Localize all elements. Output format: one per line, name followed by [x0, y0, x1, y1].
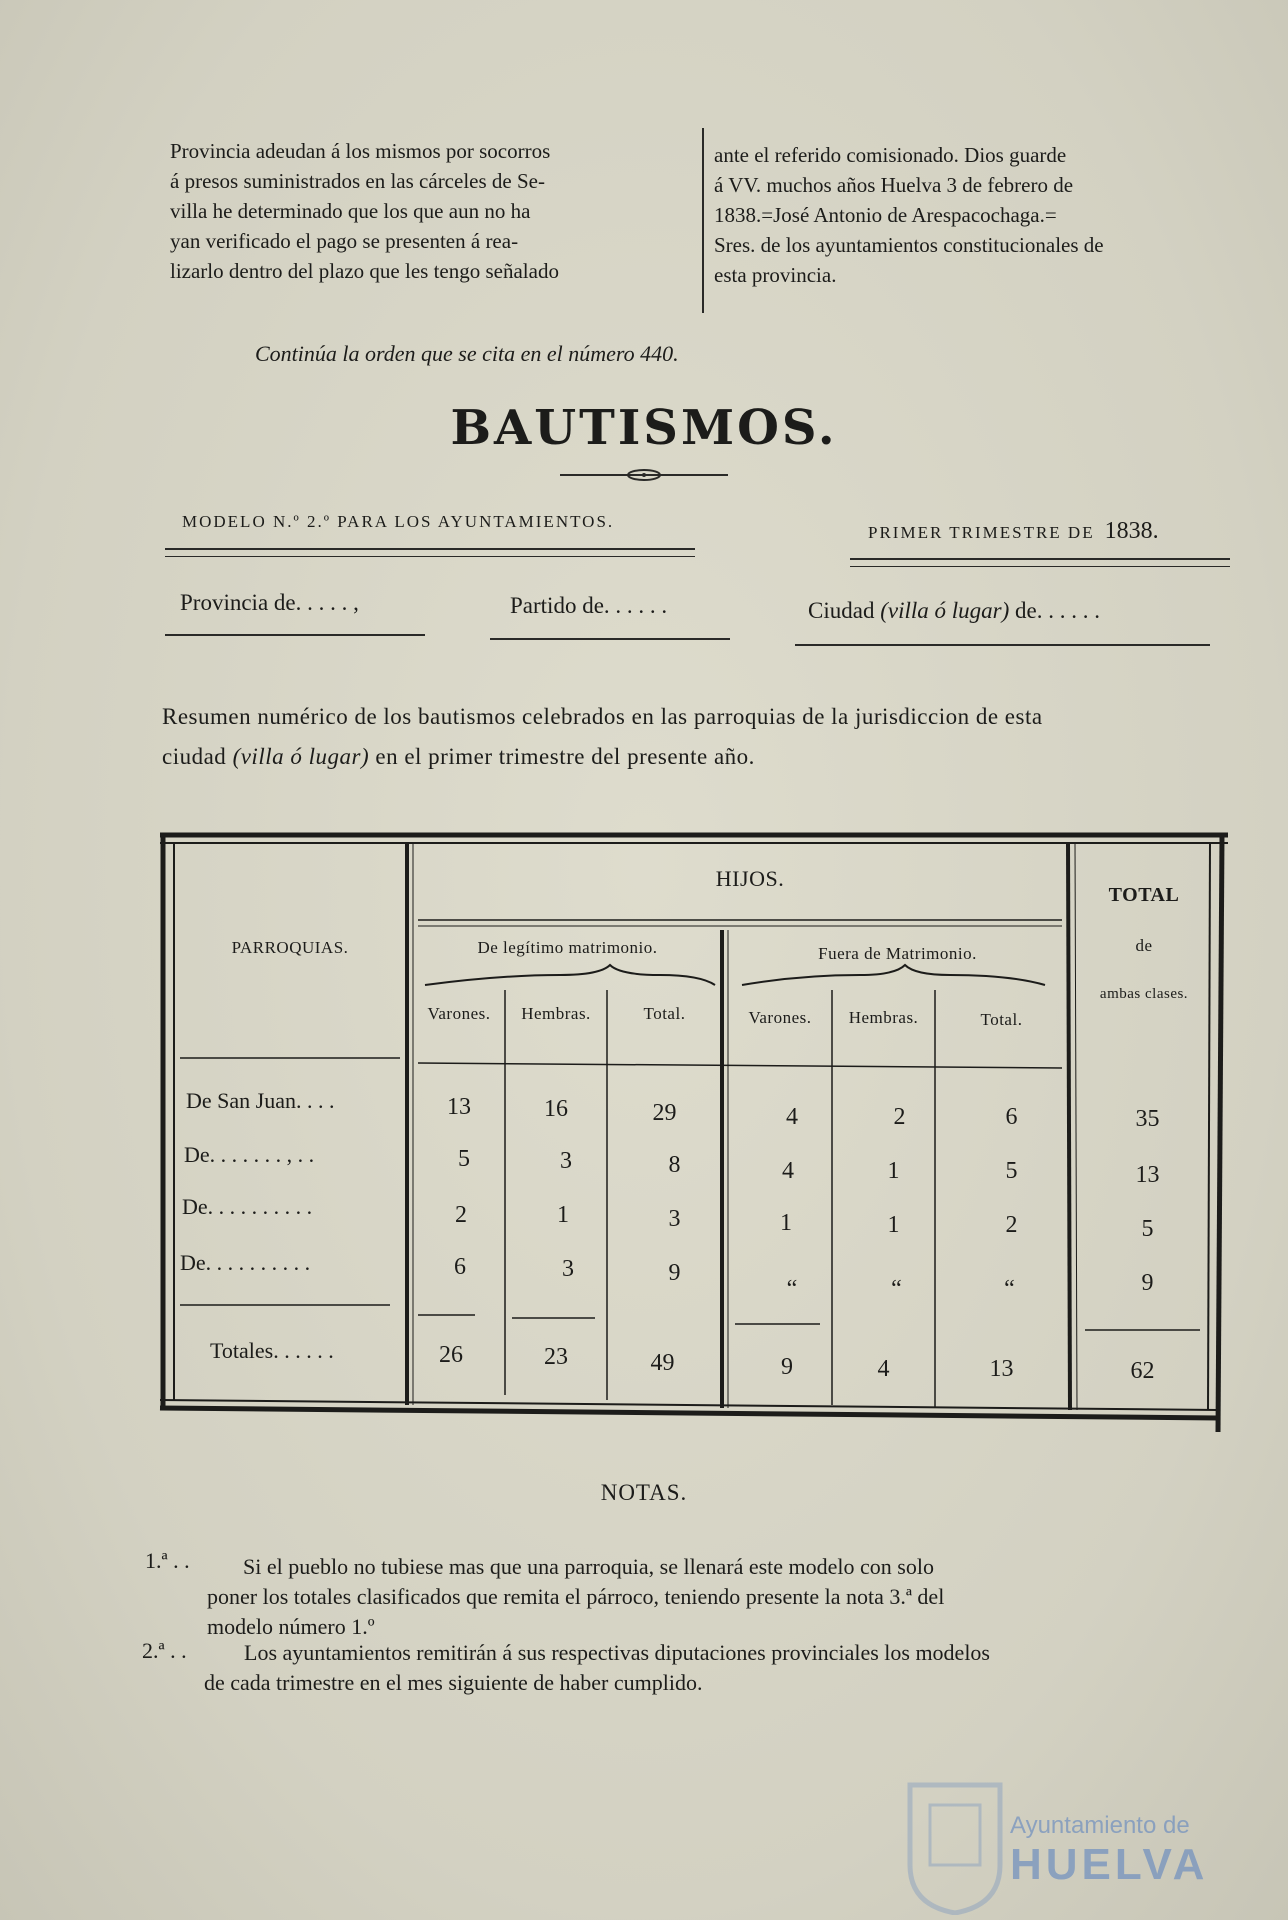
header-total-3: ambas clases.	[1099, 986, 1189, 1002]
text-line: villa he determinado que los que aun no ha	[170, 199, 531, 223]
ciudad-de: de. . . . . .	[1015, 598, 1100, 623]
cell-hembras-fuera: 1	[887, 1212, 900, 1238]
text-line: á VV. muchos años Huelva 3 de febrero de	[714, 173, 1074, 197]
header-parroquias: PARROQUIAS.	[231, 938, 349, 957]
cell-total-legitimo: 29	[652, 1100, 677, 1126]
page-title: BAUTISMOS.	[450, 400, 838, 456]
cell-varones-legitimo: 13	[447, 1094, 471, 1120]
cell-hembras-legitimo: 3	[560, 1148, 572, 1174]
modelo-label: MODELO N.º 2.º PARA LOS AYUNTAMIENTOS.	[182, 512, 615, 531]
cell-total-fuera: 5	[1005, 1158, 1018, 1184]
watermark-line-1: Ayuntamiento de	[1010, 1812, 1190, 1839]
header-legitimo: De legítimo matrimonio.	[477, 938, 658, 957]
cell-varones-legitimo: 5	[458, 1146, 470, 1172]
header-hijos: HIJOS.	[715, 866, 785, 891]
cell-total-ambas: 5	[1141, 1216, 1154, 1242]
header-total-1: TOTAL	[1108, 884, 1180, 906]
note-1-number: 1.ª . .	[145, 1548, 190, 1573]
text-line: 1838.=José Antonio de Arespacochaga.=	[714, 203, 1057, 227]
row-parish-name: De. . . . . . . , . .	[184, 1142, 315, 1167]
note-1-line-2: poner los totales clasificados que remita el párroco, teniendo presente la nota 3.ª del	[207, 1584, 945, 1609]
header-total-2: de	[1135, 936, 1153, 955]
text-line: á presos suministrados en las cárceles de Se-	[170, 169, 545, 193]
summary-rest: en el primer trimestre del presente año.	[375, 744, 755, 769]
cell-varones-legitimo: 2	[455, 1202, 467, 1228]
cell-varones-legitimo: 6	[454, 1254, 466, 1280]
note-2-line-1: Los ayuntamientos remitirán á sus respectivas diputaciones provinciales los modelos	[244, 1640, 990, 1665]
total-varones-fuera: 9	[781, 1354, 793, 1380]
totals-label: Totales. . . . . .	[210, 1338, 334, 1363]
text-line: yan verificado el pago se presenten á rea-	[170, 229, 519, 253]
cell-varones-fuera: 1	[780, 1210, 792, 1236]
cell-hembras-legitimo: 3	[562, 1256, 574, 1282]
text-line: ante el referido comisionado. Dios guarde	[714, 143, 1067, 167]
col-total-fuera: Total.	[980, 1010, 1023, 1029]
ciudad-villa: (villa ó lugar)	[880, 598, 1010, 623]
cell-varones-fuera: 4	[786, 1104, 798, 1130]
cell-total-fuera: 6	[1005, 1104, 1018, 1130]
header-fuera: Fuera de Matrimonio.	[818, 944, 977, 963]
total-total-fuera: 13	[989, 1356, 1014, 1382]
total-hembras-fuera: 4	[877, 1356, 890, 1382]
trimestre-label: PRIMER TRIMESTRE DE	[868, 523, 1095, 542]
col-varones-fuera: Varones.	[748, 1008, 812, 1027]
summary-ciudad: ciudad	[162, 744, 227, 769]
cell-varones-fuera: 4	[782, 1158, 794, 1184]
row-parish-name: De. . . . . . . . . .	[180, 1250, 311, 1275]
text-line: Sres. de los ayuntamientos constitucionales de	[714, 233, 1104, 257]
col-hembras-fuera: Hembras.	[848, 1008, 919, 1027]
row-parish-name: De. . . . . . . . . .	[182, 1194, 313, 1219]
note-2-number: 2.ª . .	[142, 1638, 187, 1663]
text-line: lizarlo dentro del plazo que les tengo señalado	[170, 259, 559, 283]
cell-hembras-legitimo: 16	[544, 1096, 568, 1122]
row-parish-name: De San Juan. . . .	[186, 1088, 335, 1113]
col-total-legitimo: Total.	[643, 1004, 686, 1023]
note-1-line-1: Si el pueblo no tubiese mas que una parroquia, se llenará este modelo con solo	[243, 1554, 934, 1579]
cell-varones-fuera: “	[786, 1276, 798, 1302]
partido-field: Partido de. . . . . .	[510, 593, 668, 618]
summary-line-1: Resumen numérico de los bautismos celebrados en las parroquias de la jurisdiccion de esta	[162, 704, 1043, 729]
total-total-legitimo: 49	[650, 1350, 675, 1376]
cell-total-legitimo: 9	[668, 1260, 681, 1286]
cell-total-ambas: 13	[1135, 1162, 1160, 1188]
cell-total-ambas: 9	[1141, 1270, 1154, 1296]
cell-total-ambas: 35	[1135, 1106, 1160, 1132]
watermark-line-2: HUELVA	[1010, 1840, 1209, 1889]
trimestre-year: 1838.	[1104, 518, 1159, 544]
cell-hembras-legitimo: 1	[557, 1202, 569, 1228]
text-line: Provincia adeudan á los mismos por socorros	[170, 139, 551, 163]
summary-villa: (villa ó lugar)	[232, 744, 370, 769]
text-line: esta provincia.	[714, 263, 837, 287]
total-varones-legitimo: 26	[439, 1342, 463, 1368]
col-hembras-legitimo: Hembras.	[521, 1004, 591, 1023]
cell-total-fuera: “	[1004, 1276, 1015, 1302]
cell-hembras-fuera: 1	[887, 1158, 900, 1184]
note-1-line-3: modelo número 1.º	[207, 1614, 375, 1639]
notes-title: NOTAS.	[600, 1480, 688, 1505]
total-ambas: 62	[1130, 1358, 1155, 1384]
cell-total-legitimo: 8	[668, 1152, 681, 1178]
ciudad-label: Ciudad	[808, 598, 875, 623]
cell-total-fuera: 2	[1005, 1212, 1018, 1238]
note-2-line-2: de cada trimestre en el mes siguiente de haber cumplido.	[204, 1670, 703, 1695]
provincia-field: Provincia de. . . . . ,	[180, 590, 359, 615]
cell-hembras-fuera: “	[891, 1276, 902, 1302]
total-hembras-legitimo: 23	[544, 1344, 568, 1370]
cell-total-legitimo: 3	[668, 1206, 681, 1232]
cell-hembras-fuera: 2	[893, 1104, 906, 1130]
col-varones-legitimo: Varones.	[427, 1004, 491, 1023]
continua-line: Continúa la orden que se cita en el número 440.	[255, 341, 679, 366]
